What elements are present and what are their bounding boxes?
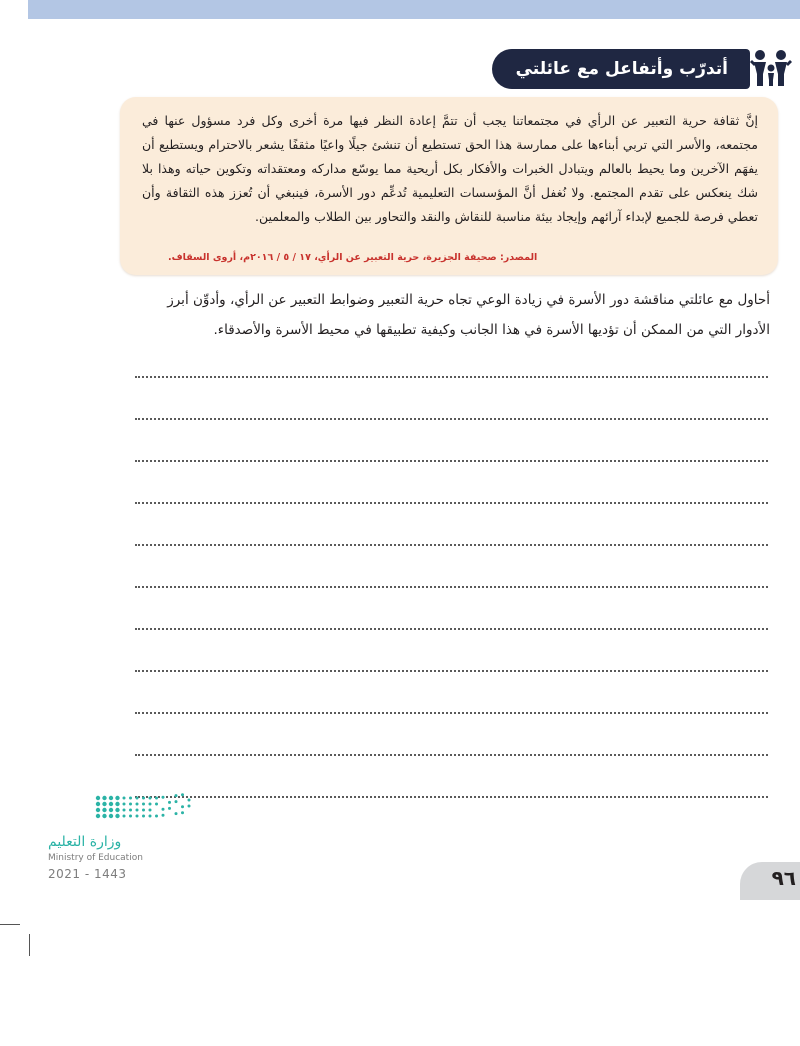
answer-line[interactable] [135,796,768,798]
page-number: ٩٦ [771,866,796,890]
answer-line[interactable] [135,544,768,546]
quote-text: إنَّ ثقافة حرية التعبير عن الرأي في مجتمعاتنا يجب أن تتمَّ إعادة النظر فيها مرة أخرى وكل فرد مسؤول عنها في مجتمعه، والأسر التي تربي أبناءها على ممارسة هذا الحق تستطيع أن تنشئ جيلًا واعيًا مثقفًا يشعر بالاحترام ويستطيع أن يفهَم الآخرين وما يحيط بالعالم ويتبادل الخبرات والأفكار بكل أريحية مما يوسّع مداركه ومعتقداته وتكوين حياته وهذا بلا شك ينعكس على تقدم المجتمع. ولا نُغفل أنَّ المؤسسات التعليمية تُدعِّم دور الأسرة، فينبغي أن تُعزز هذه الثقافة وأن تعطي فرصة للجميع لإبداء آرائهم وإيجاد بيئة مناسبة للنقاش والنقد والتحاور بين الطلاب والمعلمين. [142,113,758,224]
answer-line[interactable] [135,502,768,504]
ministry-name-english: Ministry of Education [48,853,143,863]
answer-line[interactable] [135,754,768,756]
answer-line[interactable] [135,460,768,462]
family-icon [750,46,792,90]
section-title-bar [492,49,750,89]
quote-source: المصدر: صحيفة الجزيرة، حرية التعبير عن الرأي، ١٧ / ٥ / ٢٠١٦م، أروى السقاف. [168,252,538,263]
section-title: أتدرّب وأتفاعل مع عائلتي [515,59,728,79]
answer-line[interactable] [135,628,768,630]
answer-line[interactable] [135,586,768,588]
answer-lines[interactable] [135,376,768,838]
ministry-year: 2021 - 1443 [48,867,127,881]
crop-mark [29,934,30,956]
answer-line[interactable] [135,712,768,714]
ministry-name-arabic: وزارة التعليم [48,834,122,850]
answer-line[interactable] [135,376,768,378]
answer-line[interactable] [135,670,768,672]
answer-line[interactable] [135,418,768,420]
top-band [28,0,800,19]
activity-instructions: أحاول مع عائلتي مناقشة دور الأسرة في زيادة الوعي تجاه حرية التعبير وضوابط التعبير عن الرأي، وأدوِّن أبرز الأدوار التي من الممكن أن تؤديها الأسرة في هذا الجانب وكيفية تطبيقها في محيط الأسرة والأصدقاء. [167,292,770,338]
quote-box [120,97,778,275]
crop-mark [0,924,20,925]
